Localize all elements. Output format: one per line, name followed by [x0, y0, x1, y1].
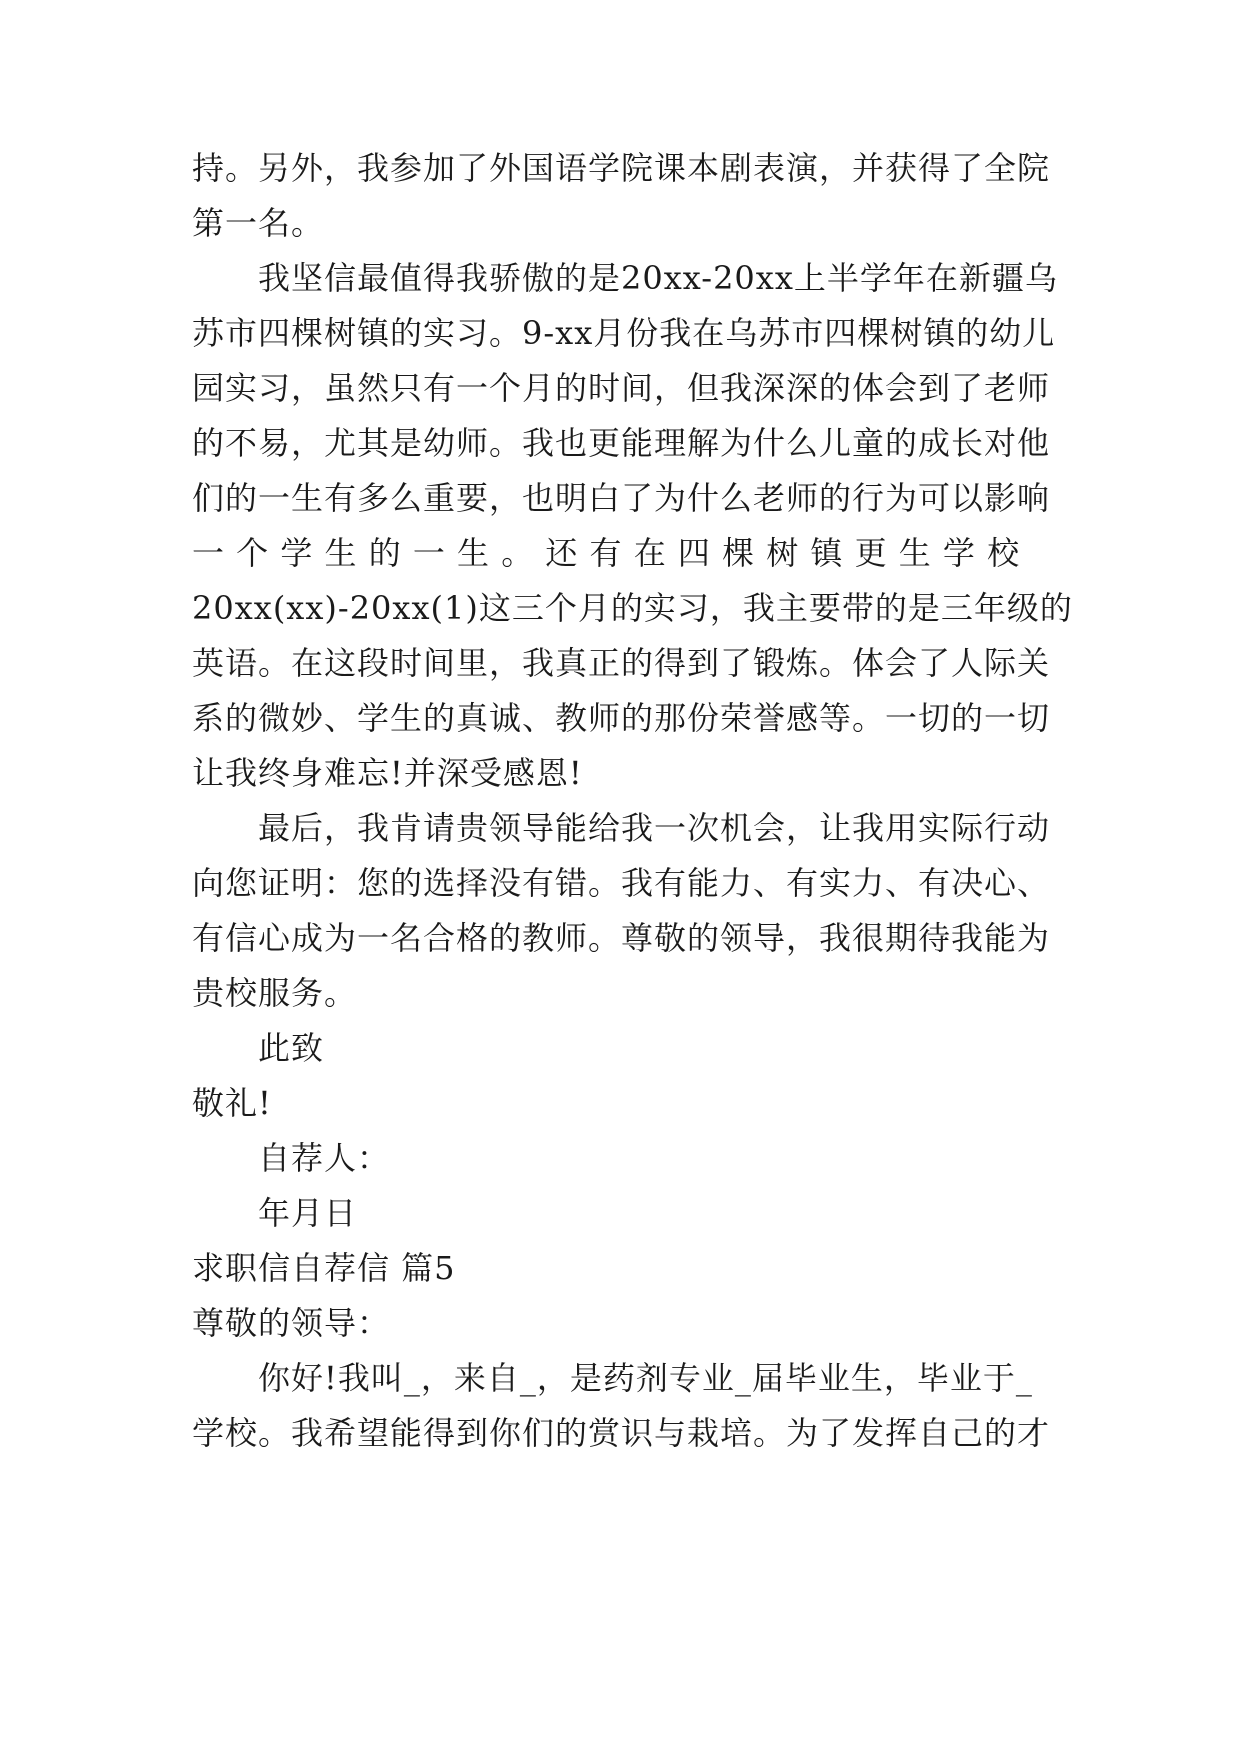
closing-line: 此致	[258, 1029, 325, 1067]
text-line: 苏市四棵树镇的实习。9-xx月份我在乌苏市四棵树镇的幼儿	[192, 314, 1056, 352]
text-line: 20xx(xx)-20xx(1)这三个月的实习，我主要带的是三年级的	[192, 589, 1073, 627]
section-heading: 求职信自荐信 篇5	[192, 1249, 456, 1287]
paragraph-start-line: 你好!我叫_，来自_，是药剂专业_届毕业生，毕业于_	[258, 1359, 1033, 1397]
text-line: 园实习，虽然只有一个月的时间，但我深深的体会到了老师	[192, 369, 1051, 407]
text-line: 让我终身难忘!并深受感恩!	[192, 754, 583, 792]
text-line: 英语。在这段时间里，我真正的得到了锻炼。体会了人际关	[192, 644, 1051, 682]
text-line: 的不易，尤其是幼师。我也更能理解为什么儿童的成长对他	[192, 424, 1051, 462]
text-line: 向您证明：您的选择没有错。我有能力、有实力、有决心、	[192, 864, 1051, 902]
text-line: 系的微妙、学生的真诚、教师的那份荣誉感等。一切的一切	[192, 699, 1051, 737]
text-line: 贵校服务。	[192, 974, 358, 1012]
text-line: 有信心成为一名合格的教师。尊敬的领导，我很期待我能为	[192, 919, 1051, 957]
text-line: 们的一生有多么重要，也明白了为什么老师的行为可以影响	[192, 479, 1051, 517]
paragraph-start-line: 我坚信最值得我骄傲的是20xx-20xx上半学年在新疆乌	[258, 259, 1058, 297]
paragraph-start-line: 最后，我肯请贵领导能给我一次机会，让我用实际行动	[258, 809, 1051, 847]
greeting-line: 尊敬的领导：	[192, 1304, 391, 1342]
text-line: 一 个 学 生 的 一 生 。 还 有 在 四 棵 树 镇 更 生 学 校	[192, 534, 1021, 572]
salutation-line: 敬礼!	[192, 1084, 272, 1122]
signature-line: 自荐人：	[258, 1139, 391, 1177]
text-line: 持。另外，我参加了外国语学院课本剧表演，并获得了全院	[192, 149, 1051, 187]
text-line: 学校。我希望能得到你们的赏识与栽培。为了发挥自己的才	[192, 1414, 1051, 1452]
date-line: 年月日	[258, 1194, 358, 1232]
text-line: 第一名。	[192, 204, 325, 242]
